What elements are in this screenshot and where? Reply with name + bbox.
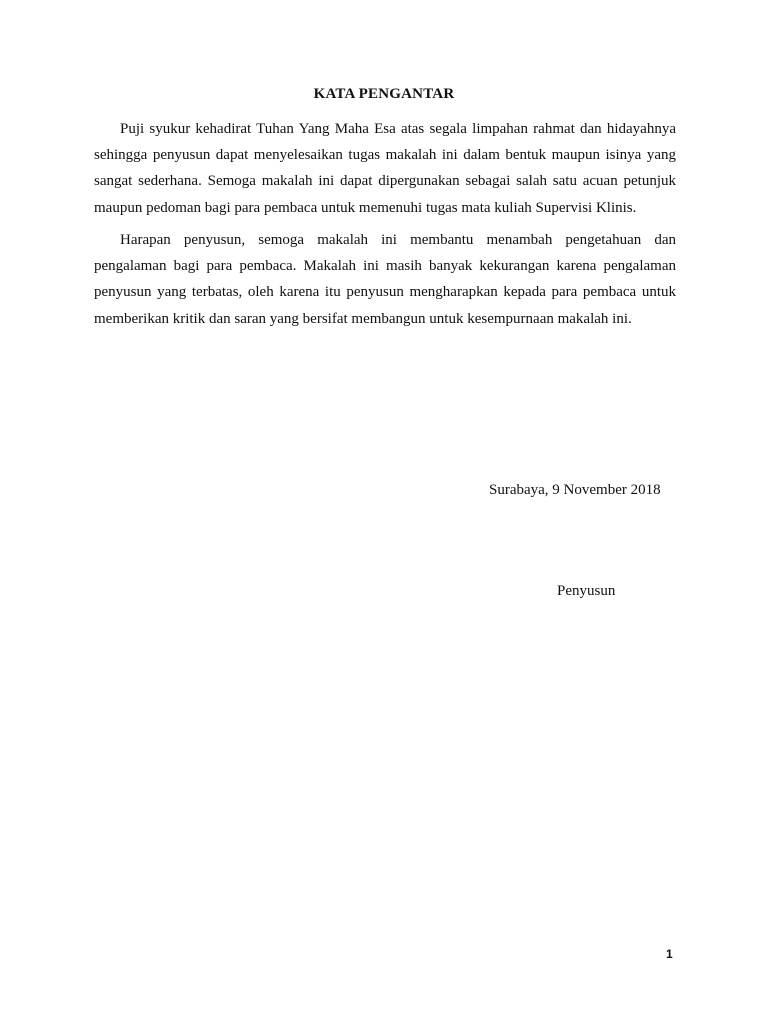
paragraph-2-text: Harapan penyusun, semoga makalah ini membantu menambah pengetahuan dan pengalaman bagi para pembaca. Makalah ini masih banyak kekurangan karena pengalaman penyusun yang terbatas, oleh karena itu penyusun mengharapkan kepada para pembaca untuk memberikan kritik dan saran yang bersifat membangun untuk kesempurnaan makalah ini.	[94, 232, 676, 327]
paragraph-1-text: Puji syukur kehadirat Tuhan Yang Maha Esa atas segala limpahan rahmat dan hidayahnya sehingga penyusun dapat menyelesaikan tugas makalah ini dalam bentuk maupun isinya yang sangat sederhana. Semoga makalah ini dapat dipergunakan sebagai salah satu acuan petunjuk maupun pedoman bagi para pembaca untuk memenuhi tugas mata kuliah Supervisi Klinis.	[94, 121, 676, 216]
page-number: 1	[666, 947, 673, 961]
place-date: Surabaya, 9 November 2018	[489, 482, 661, 498]
paragraph-2	[94, 227, 676, 332]
author-signature: Penyusun	[557, 583, 616, 599]
paragraph-1	[94, 116, 676, 221]
page-title: KATA PENGANTAR	[313, 86, 455, 102]
